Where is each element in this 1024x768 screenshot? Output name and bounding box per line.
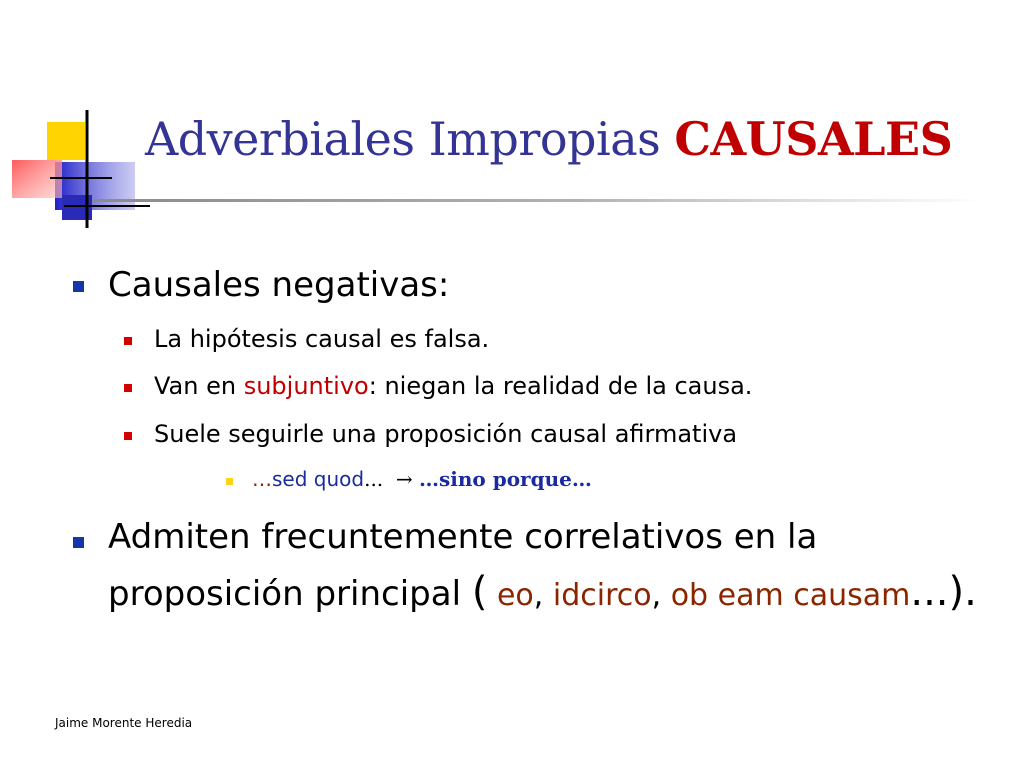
bullet-text-pre: Van en: [154, 372, 244, 400]
bullet-text: Causales negativas:: [108, 265, 450, 305]
bullet-subjuntivo: [154, 371, 752, 401]
arrow-icon: →: [395, 467, 413, 491]
paren-open: (: [471, 569, 488, 615]
bullet-level2: [124, 384, 132, 392]
slide-logo: [0, 100, 150, 230]
term-subjuntivo: subjuntivo: [243, 372, 369, 400]
bullet-level2: [124, 337, 132, 345]
bullet-level3: [226, 478, 233, 485]
bullet-level1: [73, 537, 84, 548]
bullet-suele-seguirle: [154, 419, 737, 449]
slide-title: [145, 112, 953, 166]
bullet-admiten-line1: [108, 517, 817, 557]
comma: ,: [533, 578, 553, 613]
bullet-text: Suele seguirle una proposición causal afirmativa: [154, 420, 738, 448]
footer-author: Jaime Morente Heredia: [55, 716, 193, 730]
latin-idcirco: idcirco: [552, 578, 652, 613]
latin-sed-quod: sed quod: [272, 467, 365, 491]
closing-paren: ...).: [910, 569, 977, 615]
title-main: Adverbiales Impropias: [145, 112, 661, 166]
ellipsis: …: [252, 467, 272, 491]
latin-eo: eo: [487, 578, 534, 613]
bullet-level1: [73, 281, 84, 292]
bullet-level2: [124, 432, 132, 440]
comma: ,: [651, 578, 671, 613]
bullet-admiten-line2: [108, 569, 977, 616]
bullet-text-post: : niegan la realidad de la causa.: [368, 372, 753, 400]
bullet-hipotesis: [154, 324, 489, 354]
bullet-causales-negativas: [108, 265, 449, 305]
latin-ob-eam-causam: ob eam causam: [670, 578, 911, 613]
bullet-sed-quod: [252, 466, 592, 492]
title-emphasis: CAUSALES: [674, 112, 953, 166]
bullet-text: proposición principal: [108, 574, 472, 614]
title-underline: [92, 199, 982, 202]
ellipsis: ...: [364, 467, 384, 491]
bullet-text: La hipótesis causal es falsa.: [154, 325, 490, 353]
spanish-sino-porque: …sino porque…: [419, 467, 592, 491]
bullet-text: Admiten frecuntemente correlativos en la: [108, 517, 818, 557]
